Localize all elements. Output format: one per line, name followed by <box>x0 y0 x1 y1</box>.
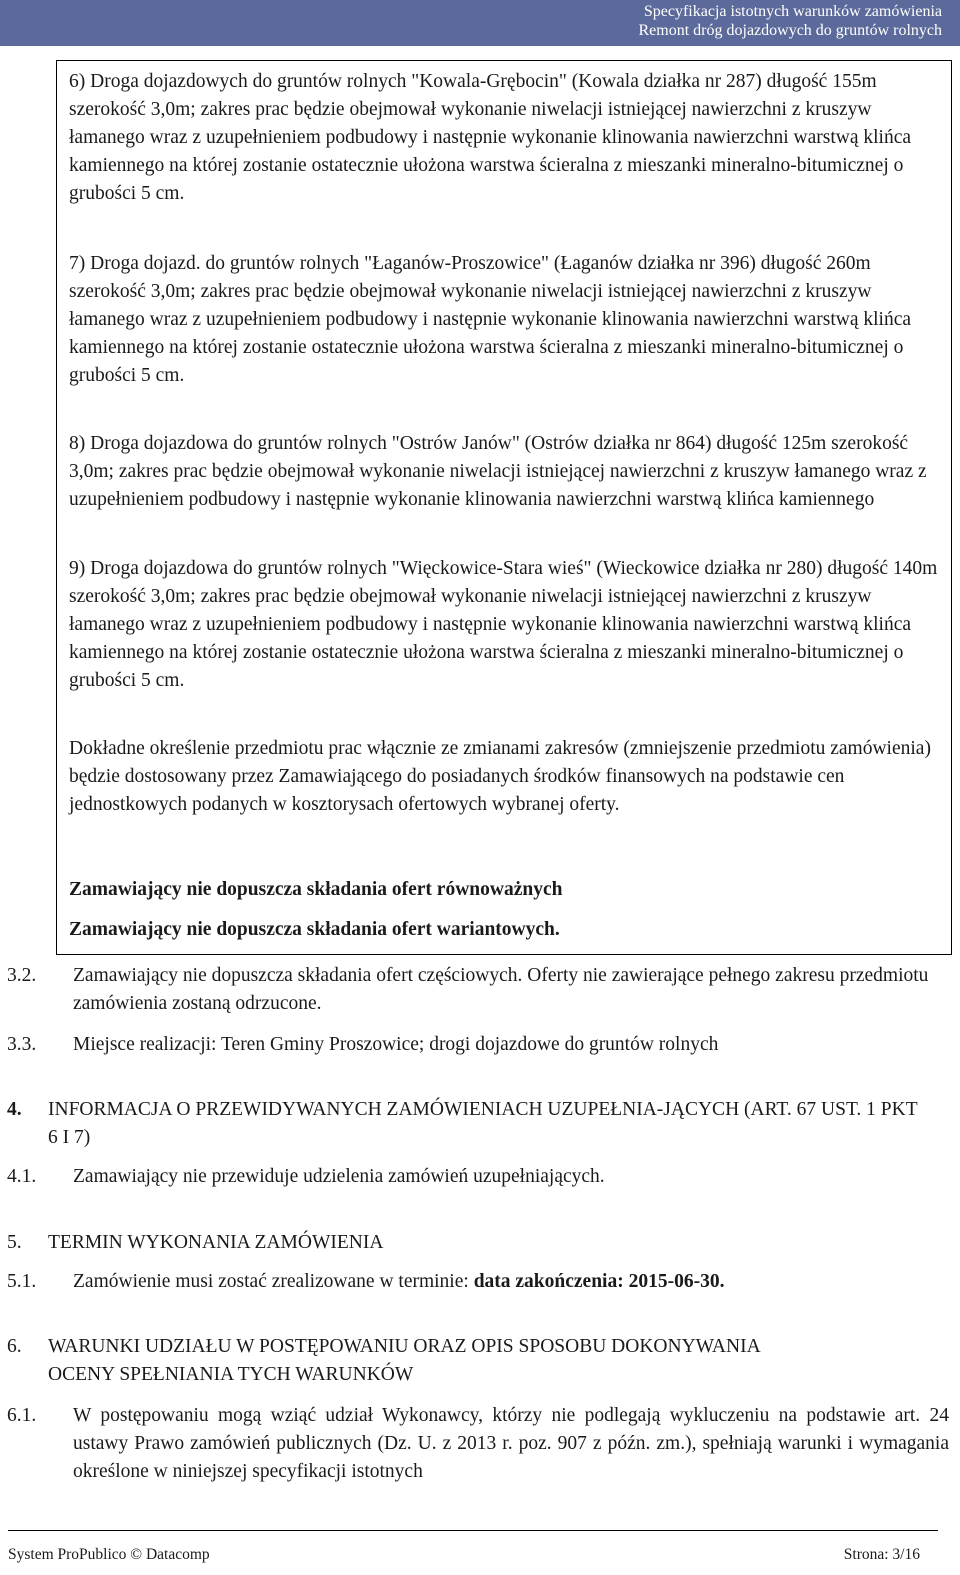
section-5-1-label: Zamówienie musi zostać zrealizowane w terminie: <box>73 1271 474 1292</box>
road-item-6: 6) Droga dojazdowych do gruntów rolnych "Kowala-Grębocin" (Kowala działka nr 287) długość 155m szerokość 3,0m; zakres prac będzie obejmował wykonanie niwelacji istniejącej nawierzchni z kruszyw łamanego wraz z uzupełnieniem podbudowy i następnie wykonanie klinowania nawierzchni warstwą klińca kamiennego na której zostanie ostatecznie ułożona warstwa ścieralna z mieszanki mineralno-bitumicznej o grubości 5 cm. <box>69 71 912 204</box>
section-4-title-text: INFORMACJA O PRZEWIDYWANYCH ZAMÓWIENIACH UZUPEŁNIA-JĄCYCH (ART. 67 UST. 1 PKT 6 I 7) <box>48 1099 918 1148</box>
road-item-7: 7) Droga dojazd. do gruntów rolnych "Łaganów-Proszowice" (Łaganów działka nr 396) długość 260m szerokość 3,0m; zakres prac będzie obejmował wykonanie niwelacji istniejącej nawierzchni z kruszyw łamanego wraz z uzupełnieniem podbudowy i następnie wykonanie klinowania nawierzchni warstwą klińca kamiennego na której zostanie ostatecznie ułożona warstwa ścieralna z mieszanki mineralno-bitumicznej o grubości 5 cm. <box>69 253 912 386</box>
no-equivalent-offers: Zamawiający nie dopuszcza składania ofert równoważnych <box>69 879 563 900</box>
completion-date: data zakończenia: 2015-06-30. <box>473 1271 725 1292</box>
section-6-1-text: W postępowaniu mogą wziąć udział Wykonawcy, którzy nie podlegają wykluczeniu na podstawie art. 24 ustawy Prawo zamówień publicznych (Dz. U. z 2013 r. poz. 907 z późn. zm.), spełniają warunki i wymagania określone w niniejszej specyfikacji istotnych <box>73 1405 949 1482</box>
section-number: 6. <box>7 1336 22 1357</box>
section-5-title: TERMIN WYKONANIA ZAMÓWIENIA <box>48 1232 384 1253</box>
header-subtitle: Remont dróg dojazdowych do gruntów rolnych <box>638 22 942 39</box>
road-item-9: 9) Droga dojazdowa do gruntów rolnych "Więckowice-Stara wieś" (Wieckowice działka nr 280) długość 140m szerokość 3,0m; zakres prac będzie obejmował wykonanie niwelacji istniejącej nawierzchni z kruszyw łamanego wraz z uzupełnieniem podbudowy i następnie wykonanie klinowania nawierzchni warstwą klińca kamiennego na której zostanie ostatecznie ułożona warstwa ścieralna z mieszanki mineralno-bitumicznej o grubości 5 cm. <box>69 558 938 691</box>
road-item-8: 8) Droga dojazdowa do gruntów rolnych "Ostrów Janów" (Ostrów działka nr 864) długość 125m szerokość 3,0m; zakres prac będzie obejmował wykonanie niwelacji istniejącej nawierzchni z kruszyw łamanego wraz z uzupełnieniem podbudowy i następnie wykonanie klinowania nawierzchni warstwą klińca kamiennego <box>69 433 927 510</box>
section-3-3-text: Miejsce realizacji: Teren Gminy Proszowice; drogi dojazdowe do gruntów rolnych <box>73 1034 719 1055</box>
section-4-1-text: Zamawiający nie przewiduje udzielenia zamówień uzupełniających. <box>73 1166 605 1187</box>
footer-divider <box>8 1530 938 1531</box>
section-number: 3.2. <box>7 965 37 986</box>
section-3-2-text: Zamawiający nie dopuszcza składania ofert częściowych. Oferty nie zawierające pełnego zakresu przedmiotu zamówienia zostaną odrzucone. <box>73 965 929 1014</box>
section-number: 6.1. <box>7 1405 37 1426</box>
no-variant-offers: Zamawiający nie dopuszcza składania ofert wariantowych. <box>69 919 560 940</box>
footer-system: System ProPublico © Datacomp <box>8 1546 210 1563</box>
page-header <box>0 0 960 46</box>
header-title: Specyfikacja istotnych warunków zamówienia <box>643 3 942 20</box>
section-number: 3.3. <box>7 1034 37 1055</box>
section-5-1-text <box>73 1268 949 1296</box>
section-number: 4.1. <box>7 1166 37 1187</box>
section-6-title: WARUNKI UDZIAŁU W POSTĘPOWANIU ORAZ OPIS SPOSOBU DOKONYWANIA OCENY SPEŁNIANIA TYCH WARUNKÓW <box>48 1336 760 1385</box>
footer-page-number: Strona: 3/16 <box>843 1546 920 1563</box>
scope-note: Dokładne określenie przedmiotu prac włącznie ze zmianami zakresów (zmniejszenie przedmiotu zamówienia) będzie dostosowany przez Zamawiającego do posiadanych środków finansowych na podstawie cen jednostkowych podanych w kosztorysach ofertowych wybranej oferty. <box>69 738 931 815</box>
section-number: 5.1. <box>7 1271 37 1292</box>
section-4-title <box>48 1096 928 1152</box>
section-number: 4. <box>7 1099 22 1120</box>
section-number: 5. <box>7 1232 22 1253</box>
